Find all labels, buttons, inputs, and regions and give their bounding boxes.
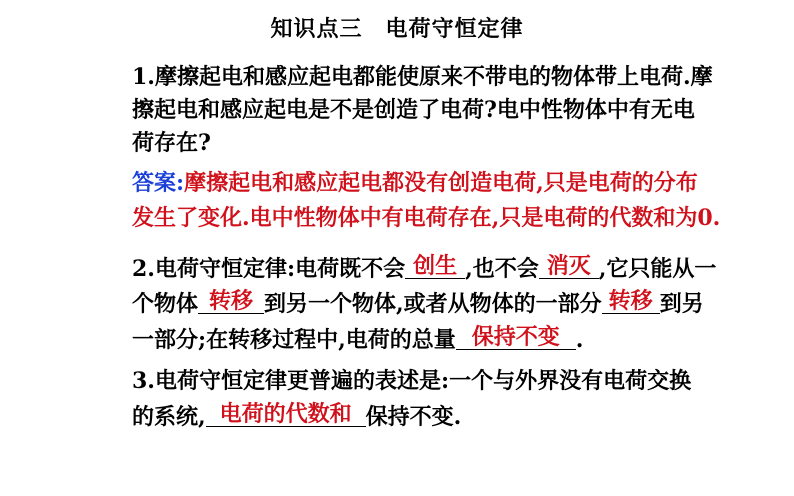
q2-text-1b: ,也不会 [465,256,539,282]
q2-text-2c: 到另 [659,291,704,317]
q3-line-1: 3.电荷守恒定律更普遍的表述是:一个与外界没有电荷交换 [132,368,692,394]
q2-text-3b: . [575,327,584,353]
q3-text-2b: 保持不变. [365,404,462,430]
page-title: 知识点三 电荷守恒定律 [270,16,524,42]
blank-conserved: 保持不变 [456,325,576,350]
blank-algebraic-sum: 电荷的代数和 [206,402,366,427]
answer-line-1 [132,168,698,198]
blank-create: 创生 [405,254,465,279]
q1-line-3: 荷存在? [132,130,211,156]
answer-text-1: 摩擦起电和感应起电都没有创造电荷,只是电荷的分布 [184,170,698,196]
q2-text-2a: 个物体 [132,291,199,317]
q2-line-2 [132,289,704,319]
blank-transfer-2: 转移 [602,289,660,314]
blank-destroy: 消灭 [539,254,599,279]
q2-text-1a: 2.电荷守恒定律:电荷既不会 [132,256,406,282]
q2-text-2b: 到另一个物体,或者从物体的一部分 [264,291,602,317]
q2-text-3a: 一部分;在转移过程中,电荷的总量 [132,327,456,353]
q3-line-2 [132,402,461,432]
blank-transfer-1: 转移 [198,289,264,314]
q2-text-1c: ,它只能从一 [598,256,717,282]
q2-line-1 [132,254,716,284]
answer-label: 答案: [132,170,185,196]
q1-line-2: 擦起电和感应起电是不是创造了电荷?电中性物体中有无电 [132,97,695,123]
q1-line-1: 1.摩擦起电和感应起电都能使原来不带电的物体带上电荷.摩 [132,64,713,90]
q2-line-3 [132,325,583,355]
q3-text-2a: 的系统, [132,404,206,430]
answer-line-2: 发生了变化.电中性物体中有电荷存在,只是电荷的代数和为0. [132,205,721,231]
